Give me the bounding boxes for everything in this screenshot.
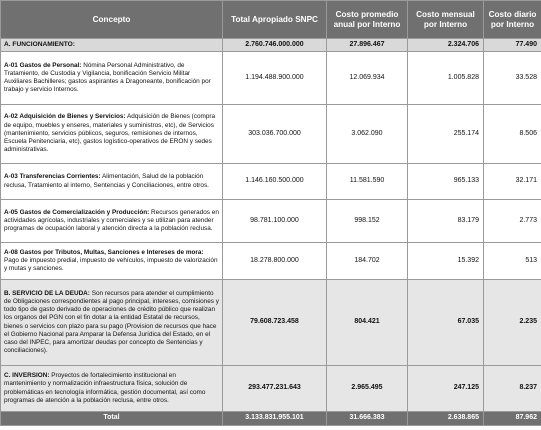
concept-title: A-05 Gastos de Comercialización y Producción:	[4, 208, 150, 216]
cell-promedio: 31.666.383	[327, 412, 408, 426]
cell-total: 2.760.746.000.000	[223, 39, 327, 52]
cell-mensual: 67.035	[408, 280, 484, 366]
header-concepto: Concepto	[1, 1, 223, 39]
cell-total: 98.781.100.000	[223, 200, 327, 243]
cell-total: 1.146.160.500.000	[223, 164, 327, 200]
cell-mensual: 1.005.828	[408, 52, 484, 105]
header-mensual: Costo mensual por Interno	[408, 1, 484, 39]
cell-promedio: 11.581.590	[327, 164, 408, 200]
table-row	[1, 243, 541, 280]
cell-mensual: 247.125	[408, 366, 484, 412]
concept-cell	[1, 243, 223, 280]
cell-total: 1.194.488.900.000	[223, 52, 327, 105]
cell-total: 303.036.700.000	[223, 105, 327, 164]
header-promedio: Costo promedio anual por Interno	[327, 1, 408, 39]
cell-mensual: 255.174	[408, 105, 484, 164]
concept-text: Alimentación, Salud de la población reclusa, Tratamiento al interno, Sentencias y Conciliaciones, entre otros.	[4, 173, 209, 189]
cell-mensual: 2.638.865	[408, 412, 484, 426]
total-label: Total	[1, 412, 223, 426]
cell-mensual: 83.179	[408, 200, 484, 243]
header-total: Total Apropiado SNPC	[223, 1, 327, 39]
cell-diario: 2.235	[484, 280, 541, 366]
cell-promedio: 2.965.495	[327, 366, 408, 412]
concept-title: C. INVERSION:	[4, 372, 50, 380]
concept-title: A-01 Gastos de Personal:	[4, 61, 82, 69]
table-row	[1, 105, 541, 164]
concept-title: A-02 Adquisición de Bienes y Servicios:	[4, 113, 126, 121]
cell-promedio: 27.896.467	[327, 39, 408, 52]
concept-text: Pago de impuesto predial, impuesto de vehículos, impuesto de valorización y mutas y sanciones.	[4, 256, 218, 273]
cell-promedio: 804.421	[327, 280, 408, 366]
table-row	[1, 52, 541, 105]
table-row-inversion	[1, 366, 541, 412]
cell-diario: 513	[484, 243, 541, 280]
cell-promedio: 12.069.934	[327, 52, 408, 105]
cell-diario: 77.490	[484, 39, 541, 52]
concept-text: Proyectos de fortalecimiento institucional en mantenimiento y normalización infraestructura física, solución de problemáticas en tecnología informática, gestión documental, así como programas de atención a la población reclusa, entre otros.	[4, 372, 206, 404]
concept-cell	[1, 200, 223, 243]
concept-cell	[1, 105, 223, 164]
concept-title: B. SERVICIO DE LA DEUDA:	[4, 289, 90, 297]
cell-mensual: 15.392	[408, 243, 484, 280]
concept-title: A-08 Gastos por Tributos, Multas, Sanciones e Intereses de mora:	[4, 248, 204, 256]
cell-promedio: 3.062.090	[327, 105, 408, 164]
concept-text: Adquisición de Bienes (compra de equipo, muebles y enseres, materiales y suministros, etc), de Servicios (mantenimiento, servicios públicos, seguros, remisiones de internos, Escuela Penitenciaria, etc), gastos logístico-operativos de ERON y sedes administrativas.	[4, 113, 216, 154]
cell-diario: 8.506	[484, 105, 541, 164]
cell-mensual: 2.324.706	[408, 39, 484, 52]
table-row-servicio-deuda	[1, 280, 541, 366]
header-row	[1, 1, 541, 39]
concept-cell	[1, 366, 223, 412]
cell-total: 18.278.800.000	[223, 243, 327, 280]
concept-title: A-03 Transferencias Corrientes:	[4, 173, 101, 181]
concept-text: Son recursos para atender el cumplimiento de Obligaciones correspondientes al pago principal, intereses, comisiones y todo tipo de gasto derivado de operaciones de crédito público que realizan los organos del PGN con el fin dotar a la entidad Estatal de recursos, bienes o servicios con plazo para su pago (Provision de recursos que hace el Gobierno Nacional para Amparar la Defensa Jurídica del Estado, en el caso del INPEC, para amortizar deudas por concepto de Sentencias y conciliaciones).	[4, 289, 219, 355]
table-row	[1, 200, 541, 243]
cell-promedio: 998.152	[327, 200, 408, 243]
cell-promedio: 184.702	[327, 243, 408, 280]
concept-cell	[1, 280, 223, 366]
cell-diario: 2.773	[484, 200, 541, 243]
cell-diario: 33.528	[484, 52, 541, 105]
concept-cell	[1, 164, 223, 200]
total-row	[1, 412, 541, 426]
cell-mensual: 965.133	[408, 164, 484, 200]
cell-total: 293.477.231.643	[223, 366, 327, 412]
concept-text: Recursos generados en actividades agrícolas, industriales y comerciales y se utilizan para atender programas de ocupación laboral y atención directa a la población reclusa.	[4, 208, 219, 233]
section-label: A. FUNCIONAMIENTO:	[1, 39, 223, 52]
cell-diario: 87.962	[484, 412, 541, 426]
concept-text: Nómina Personal Administrativo, de Tratamiento, de Custodia y Vigilancia, bonificación Servicio Militar Auxiliares Bachilleres; gastos aspirantes a Dragoneante, bonificación por trabajo y servicio Internos.	[4, 61, 211, 94]
section-row-funcionamiento	[1, 39, 541, 52]
cell-diario: 32.171	[484, 164, 541, 200]
cell-total: 79.608.723.458	[223, 280, 327, 366]
cell-total: 3.133.831.955.101	[223, 412, 327, 426]
table-row	[1, 164, 541, 200]
cell-diario: 8.237	[484, 366, 541, 412]
header-diario: Costo diario por Interno	[484, 1, 541, 39]
concept-cell	[1, 52, 223, 105]
